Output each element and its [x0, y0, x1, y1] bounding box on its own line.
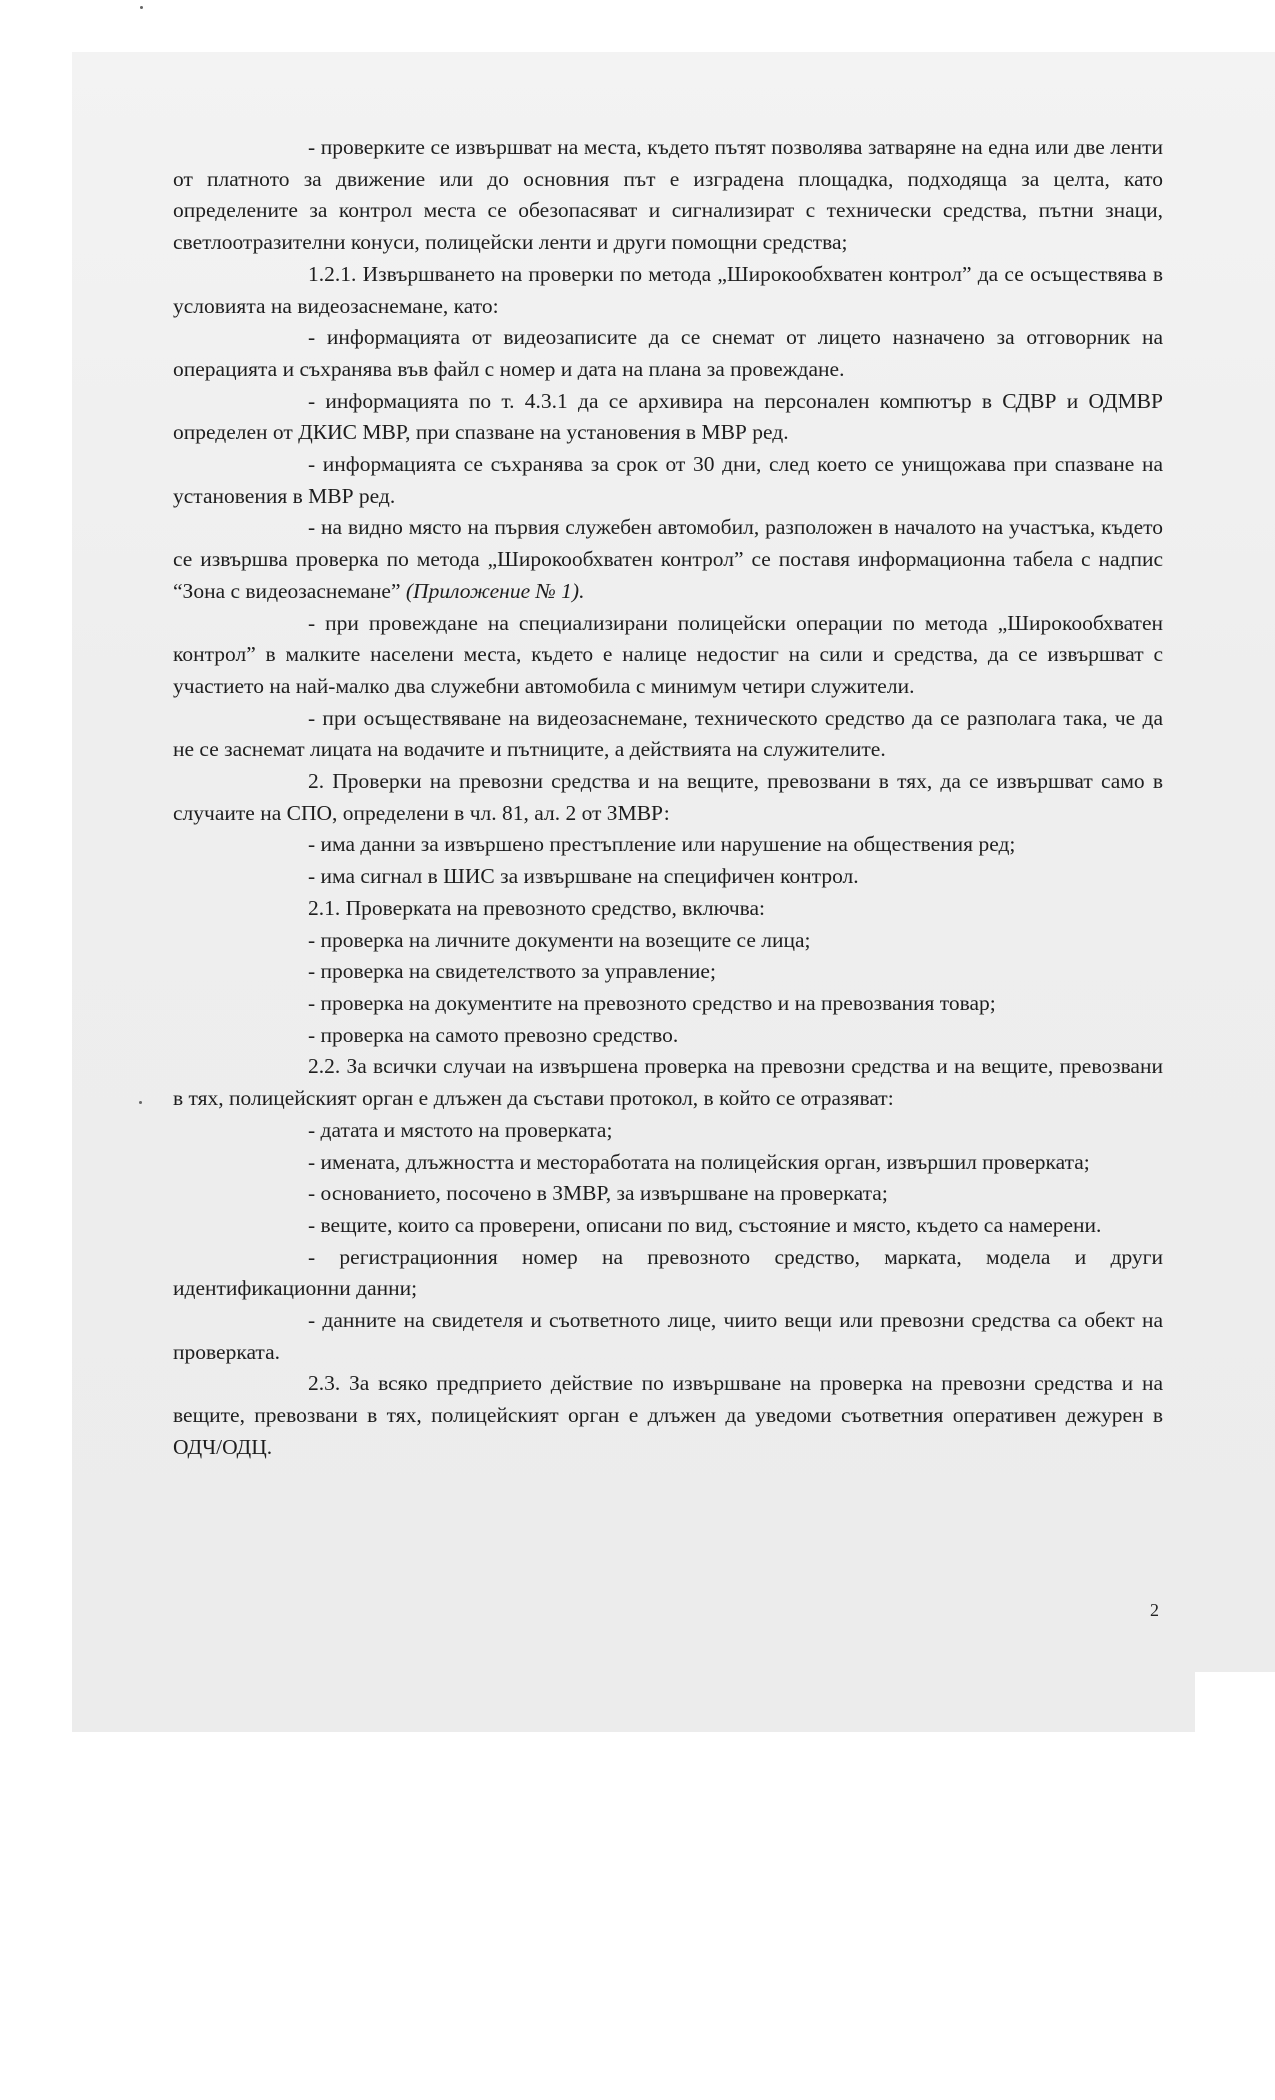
- paragraph: 2.3. За всяко предприето действие по извършване на проверка на превозни средства и на вещите, превозвани в тях, полицейският орган е длъжен да уведоми съответния оперативен дежурен в ОДЧ/ОДЦ.: [173, 1371, 1163, 1459]
- paragraph-text: - на видно място на първия служебен автомобил, разположен в началото на участъка, където се извършва проверка по метода „Широкообхватен контрол” се поставя информационна табела с надпис “Зона с видеозаснемане”: [173, 515, 1163, 603]
- document-body: [173, 132, 1163, 1464]
- paragraph: - проверка на документите на превозното средство и на превозвания товар;: [308, 990, 996, 1015]
- paragraph: - регистрационния номер на превозното средство, марката, модела и други идентификационни данни;: [173, 1244, 1163, 1301]
- paragraph: - проверка на самото превозно средство.: [308, 1022, 679, 1047]
- scan-speck: [139, 1101, 142, 1104]
- paragraph: - основанието, посочено в ЗМВР, за извършване на проверката;: [308, 1181, 888, 1206]
- paragraph: - проверките се извършват на места, където пътят позволява затваряне на една или две ленти от платното за движение или до основния път е изградена площадка, подходяща за целта, като определените за контрол места се обезопасяват и сигнализират с технически средства, пътни знаци, светлоотразителни конуси, полицейски ленти и други помощни средства;: [173, 135, 1163, 255]
- paragraph: - информацията по т. 4.3.1 да се архивира на персонален компютър в СДВР и ОДМВР определен от ДКИС МВР, при спазване на установения в МВР ред.: [173, 388, 1163, 445]
- paragraph: 1.2.1. Извършването на проверки по метода „Широкообхватен контрол” да се осъществява в условията на видеозаснемане, като:: [173, 261, 1163, 318]
- paragraph: - имената, длъжността и местоработата на полицейския орган, извършил проверката;: [308, 1149, 1090, 1174]
- page-number: 2: [1150, 1600, 1159, 1620]
- paragraph: 2. Проверки на превозни средства и на вещите, превозвани в тях, да се извършват само в случаите на СПО, определени в чл. 81, ал. 2 от ЗМВР:: [173, 769, 1163, 825]
- paragraph: [173, 512, 1163, 607]
- paragraph: - при осъществяване на видеозаснемане, техническото средство да се разполага така, че да не се заснемат лицата на водачите и пътниците, а действията на служителите.: [173, 705, 1163, 762]
- paragraph: - проверка на свидетелството за управление;: [308, 959, 716, 984]
- paragraph: - има сигнал в ШИС за извършване на специфичен контрол.: [308, 864, 859, 889]
- paragraph: - информацията от видеозаписите да се снемат от лицето назначено за отговорник на операцията и съхранява във файл с номер и дата на плана за провеждане.: [173, 325, 1163, 381]
- paragraph: - информацията се съхранява за срок от 30 дни, след което се унищожава при спазване на установения в МВР ред.: [173, 452, 1163, 508]
- paragraph: - данните на свидетеля и съответното лице, чиито вещи или превозни средства са обект на проверката.: [173, 1308, 1163, 1364]
- paragraph: - при провеждане на специализирани полицейски операции по метода „Широкообхватен контрол” в малките населени места, където е налице недостиг на сили и средства, да се извършват с участието на най-малко два служебни автомобила с минимум четири служители.: [173, 610, 1163, 698]
- scan-speck: [140, 6, 143, 9]
- paragraph: - вещите, които са проверени, описани по вид, състояние и място, където са намерени.: [308, 1212, 1102, 1237]
- paragraph: 2.1. Проверката на превозното средство, включва:: [308, 895, 766, 920]
- appendix-reference: (Приложение № 1).: [405, 578, 585, 603]
- paragraph: 2.2. За всички случаи на извършена проверка на превозни средства и на вещите, превозвани в тях, полицейският орган е длъжен да състави протокол, в който се отразяват:: [173, 1054, 1163, 1111]
- paragraph: - датата и мястото на проверката;: [308, 1117, 613, 1142]
- paragraph: - има данни за извършено престъпление или нарушение на обществения ред;: [308, 832, 1016, 857]
- paragraph: - проверка на личните документи на возещите се лица;: [308, 927, 811, 952]
